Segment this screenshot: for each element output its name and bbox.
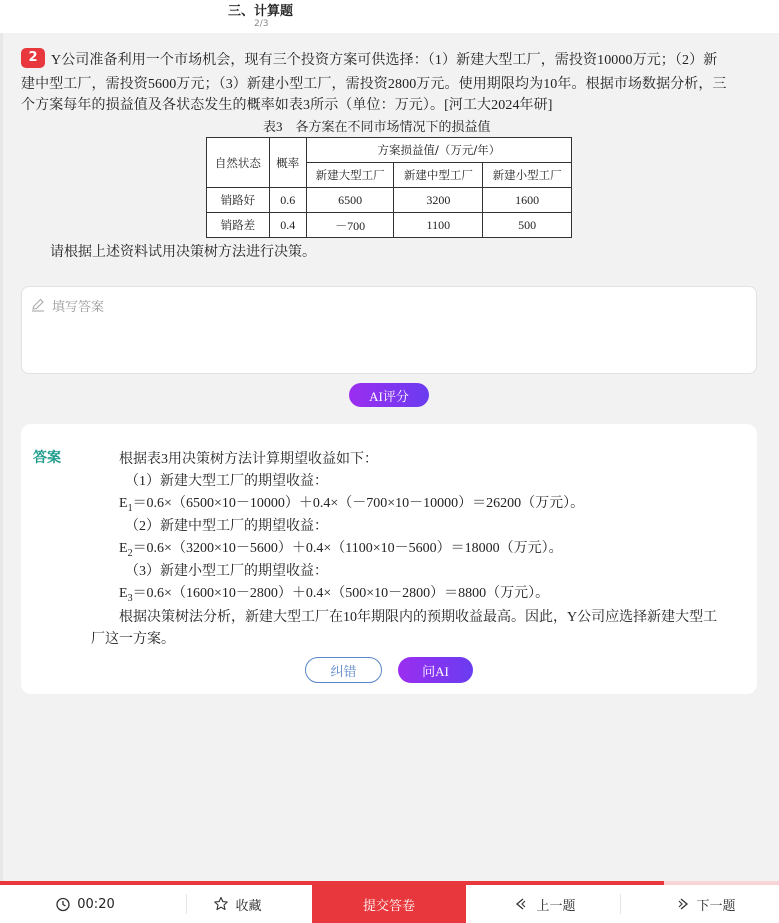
solution-heading-3: （3）新建小型工厂的期望收益： [125, 564, 328, 579]
bottom-toolbar [0, 885, 779, 923]
cell-value: 500 [483, 213, 572, 238]
next-label: 下一题 [696, 898, 736, 914]
header-plan-large: 新建大型工厂 [306, 163, 394, 188]
question-text-line-1: Y公司准备利用一个市场机会，现有三个投资方案可供选择：（1）新建大型工厂，需投资10000万元；（2）新 [51, 53, 718, 68]
favorite-label: 收藏 [235, 898, 262, 914]
cell-value: 1600 [483, 188, 572, 213]
question-number-badge: 2 [21, 48, 45, 68]
report-error-button[interactable]: 纠错 [305, 657, 382, 683]
submit-button[interactable]: 提交答卷 [312, 885, 466, 923]
table-row [207, 188, 572, 213]
table-header-row [207, 138, 572, 163]
formula-var: E [119, 586, 128, 601]
solution-heading-1: （1）新建大型工厂的期望收益： [125, 474, 328, 489]
ask-ai-button[interactable]: 问AI [398, 657, 473, 683]
toolbar-divider [186, 894, 187, 914]
table-row [207, 213, 572, 238]
next-question-button[interactable] [660, 885, 750, 923]
prev-question-button[interactable] [500, 885, 590, 923]
row-probability: 0.6 [269, 188, 306, 213]
top-header [0, 0, 779, 33]
question-text-line-3: 个方案每年的损益值及各状态发生的概率如表3所示（单位：万元）。[河工大2024年研] [21, 98, 553, 113]
prev-arrow-icon [514, 896, 530, 912]
solution-conclusion-2: 厂这一方案。 [91, 632, 175, 647]
solution-card [21, 424, 757, 694]
solution-formula-3 [119, 582, 549, 604]
formula-sub: 2 [127, 547, 133, 559]
payoff-table [206, 137, 572, 238]
formula-sub: 3 [127, 592, 133, 604]
toolbar-divider [620, 894, 621, 914]
header-plan-group: 方案损益值/（万元/年） [306, 138, 571, 163]
row-probability: 0.4 [269, 213, 306, 238]
header-probability: 概率 [269, 138, 306, 188]
solution-formula-2 [119, 537, 563, 559]
header-plan-small: 新建小型工厂 [483, 163, 572, 188]
section-title: 三、计算题 [228, 4, 294, 19]
formula-body: ＝0.6×（1600×10－2800）＋0.4×（500×10－2800）＝8800（万元）。 [132, 586, 550, 601]
prev-label: 上一题 [536, 898, 576, 914]
solution-conclusion-1: 根据决策树法分析，新建大型工厂在10年期限内的预期收益最高。因此，Y公司应选择新建大型工 [119, 610, 718, 625]
question-text-line-2: 建中型工厂，需投资5600万元；（3）新建小型工厂，需投资2800万元。使用期限均为10年。根据市场数据分析，三 [21, 77, 727, 92]
answer-placeholder: 填写答案 [52, 300, 105, 315]
solution-intro: 根据表3用决策树方法计算期望收益如下： [119, 452, 378, 467]
cell-value: 6500 [306, 188, 394, 213]
header-plan-medium: 新建中型工厂 [394, 163, 483, 188]
cell-value: 1100 [394, 213, 483, 238]
row-state: 销路差 [207, 213, 270, 238]
timer-value: 00:20 [77, 896, 115, 912]
clock-icon [55, 896, 71, 912]
star-icon [213, 896, 229, 912]
ai-score-button[interactable]: AI评分 [349, 383, 429, 407]
cell-value: 3200 [394, 188, 483, 213]
formula-body: ＝0.6×（6500×10－10000）＋0.4×（－700×10－10000）＝26200（万元）。 [132, 496, 585, 511]
question-instruction: 请根据上述资料试用决策树方法进行决策。 [50, 245, 316, 260]
answer-label: 答案 [33, 450, 61, 466]
page-indicator: 2/3 [254, 19, 269, 29]
row-state: 销路好 [207, 188, 270, 213]
table-caption: 表3 各方案在不同市场情况下的损益值 [263, 119, 491, 134]
formula-var: E [119, 496, 128, 511]
cell-value: －700 [306, 213, 394, 238]
solution-formula-1 [119, 492, 584, 514]
solution-heading-2: （2）新建中型工厂的期望收益： [125, 519, 328, 534]
formula-var: E [119, 541, 128, 556]
left-divider [0, 33, 3, 883]
answer-input[interactable] [21, 286, 757, 374]
header-state: 自然状态 [207, 138, 270, 188]
formula-body: ＝0.6×（3200×10－5600）＋0.4×（1100×10－5600）＝18000（万元）。 [132, 541, 563, 556]
pencil-icon [31, 298, 45, 312]
timer [40, 885, 130, 923]
favorite-button[interactable] [195, 885, 280, 923]
formula-sub: 1 [127, 502, 133, 514]
next-arrow-icon [674, 896, 690, 912]
